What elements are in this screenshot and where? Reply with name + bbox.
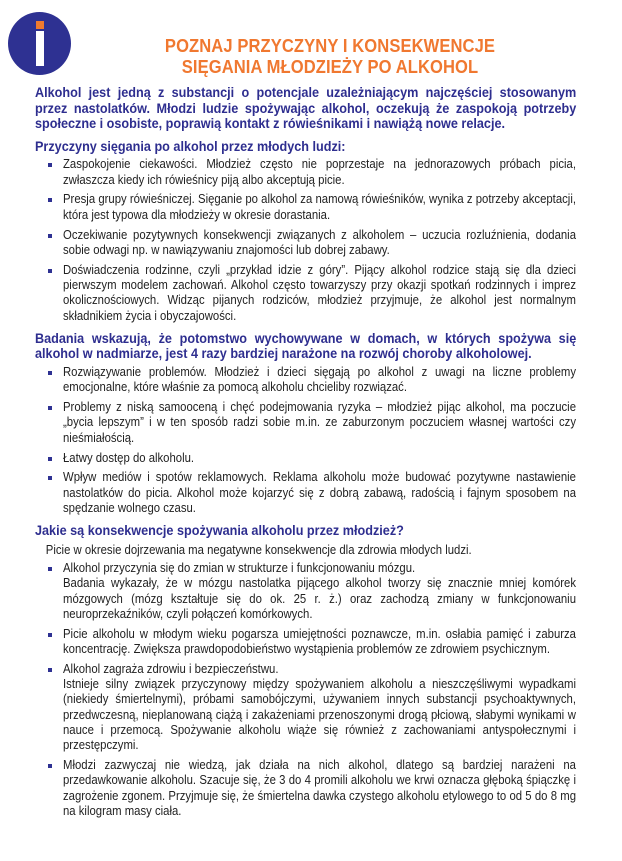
list-item <box>35 758 576 819</box>
bullet-icon <box>48 764 52 768</box>
section-heading-research: Badania wskazują, że potomstwo wychowywane w domach, w których spożywa się alkohol w nadmiarze, jest 4 razy bardziej narażone na rozwój choroby alkoholowej. <box>35 330 577 362</box>
item-text: Młodzi zazwyczaj nie wiedzą, jak działa na nich alkohol, dlatego są bardziej narażeni na przedawkowanie alkoholu. Szacuje się, że 3 do 4 promili alkoholu we krwi oznacza głęboką śpiączkę i zagrożenie zgonem. Przyjmuje się, że śmiertelna dawka czystego alkoholu etylowego to od 5 do 8 mg na kilogram masy ciała. <box>63 758 576 819</box>
bullet-icon <box>48 198 52 202</box>
document-content <box>35 85 576 824</box>
bullet-icon <box>48 476 52 480</box>
info-icon <box>8 12 71 75</box>
consequences-lead: Picie w okresie dojrzewania ma negatywne konsekwencje dla zdrowia młodych ludzi. <box>45 542 472 557</box>
section-heading-consequences: Jakie są konsekwencje spożywania alkoholu przez młodzież? <box>35 523 404 539</box>
list-item <box>35 627 576 658</box>
list-item: Zaspokojenie ciekawości. Młodzież często nie poprzestaje na jednorazowych próbach picia, zwłaszcza kiedy ich rówieśnicy piją albo akceptują picie. <box>35 157 576 188</box>
bullet-icon <box>48 163 52 167</box>
list-item: Doświadczenia rodzinne, czyli „przykład idzie z góry”. Pijący alkohol rodzice stają się dla dzieci pierwszym modelem zachowań. Alkohol często towarzyszy przy okazji spotkań rodzinnych i imprez okolicznościowych. Widząc pijanych rodziców, młodzież przyjmuje, że alkohol jest normalnym składnikiem życia i obyczajowości. <box>35 263 576 324</box>
bullet-icon <box>48 269 52 273</box>
intro-paragraph: Alkohol jest jedną z substancji o potencjale uzależniającym najczęściej stosowanym przez nastolatków. Młodzi ludzie spożywając alkohol, oczekują że zaspokoją potrzeby społeczne i osobiste, poprawią kontakt z rówieśnikami i nawiążą nowe relacje. <box>35 85 577 132</box>
list-item: Rozwiązywanie problemów. Młodzież i dzieci sięgają po alkohol z uwagi na liczne problemy emocjonalne, które właśnie za pomocą alkoholu chcieliby rozwiązać. <box>35 365 576 396</box>
item-text: Badania wykazały, że w mózgu nastolatka pijącego alkohol tworzy się znacznie mniej komórek mózgowych (mózg kształtuje się do ok. 25 r. ż.) oraz zachodzą zmiany w funkcjonowaniu neuroprzekaźników, czyli połączeń komórkowych. <box>63 576 576 621</box>
page-title-line-1: POZNAJ PRZYCZYNY I KONSEKWENCJE <box>164 36 496 56</box>
bullet-icon <box>48 234 52 238</box>
list-item: Wpływ mediów i spotów reklamowych. Reklama alkoholu może budować pozytywne nastawienie nastolatków do picia. Alkohol może kojarzyć się z dobrą zabawą, radością i fajnym sposobem na spędzanie wolnego czasu. <box>35 470 576 516</box>
section-heading-causes: Przyczyny sięgania po alkohol przez młodych ludzi: <box>35 138 346 154</box>
bullet-icon <box>48 371 52 375</box>
list-item: Problemy z niską samooceną i chęć podejmowania ryzyka – młodzież pijąc alkohol, ma poczucie „bycia lepszym” i w ten sposób radzi sobie m.in. ze zaburzonym poczuciem własnej wartości czy nieśmiałością. <box>35 400 576 446</box>
item-text: Istnieje silny związek przyczynowy między spożywaniem alkoholu a nieszczęśliwymi wypadkami (niekiedy śmiertelnymi), próbami samobójczymi, używaniem innych substancji psychoaktywnych, przedwczesną, nieplanowaną ciążą i zakażeniami przenoszonymi drogą płciową, słabymi wynikami w nauce i przemocą. Spożywanie alkoholu wiąże się również z zachowaniami antyspołecznymi i przestępczymi. <box>63 677 576 753</box>
causes-list <box>35 157 576 323</box>
consequences-list <box>35 561 576 819</box>
list-item: Presja grupy rówieśniczej. Sięganie po alkohol za namową rówieśników, wynika z potrzeby akceptacji, która jest typowa dla młodzieży w okresie dorastania. <box>35 192 576 223</box>
list-item <box>35 561 576 622</box>
research-list <box>35 365 576 516</box>
bullet-icon <box>48 457 52 461</box>
bullet-icon <box>48 633 52 637</box>
list-item: Łatwy dostęp do alkoholu. <box>35 451 576 466</box>
item-title: Alkohol przyczynia się do zmian w strukturze i funkcjonowaniu mózgu. <box>63 561 416 576</box>
item-title: Alkohol zagraża zdrowiu i bezpieczeństwu. <box>63 661 279 676</box>
bullet-icon <box>48 406 52 410</box>
list-item <box>35 662 576 754</box>
page-title-line-2: SIĘGANIA MŁODZIEŻY PO ALKOHOL <box>181 57 479 77</box>
item-text: Picie alkoholu w młodym wieku pogarsza umiejętności poznawcze, m.in. osłabia pamięć i zaburza koncentrację. Zwiększa prawdopodobieństwo wystąpienia problemów ze zdrowiem psychicznym. <box>63 626 576 657</box>
page-title <box>118 36 541 78</box>
list-item: Oczekiwanie pozytywnych konsekwencji związanych z alkoholem – uczucia rozluźnienia, dodania sobie odwagi np. w nawiązywaniu znajomości lub dobrej zabawy. <box>35 228 576 259</box>
bullet-icon <box>48 668 52 672</box>
bullet-icon <box>48 567 52 571</box>
info-icon-bar <box>36 31 44 66</box>
info-icon-dot <box>36 21 44 29</box>
